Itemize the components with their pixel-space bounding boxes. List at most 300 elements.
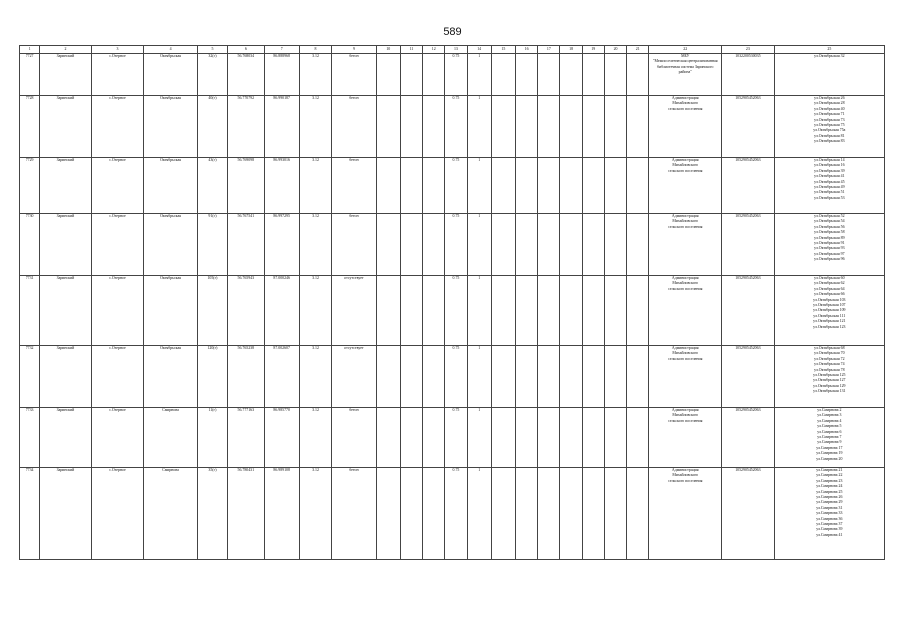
address-line: ул.Октябрьская 123 [813, 324, 846, 329]
empty-cell [604, 276, 626, 346]
empty-cell [491, 346, 515, 408]
latitude-cell: 56.777163 [228, 408, 264, 468]
empty-cell [423, 468, 445, 560]
empty-cell [423, 54, 445, 96]
address-line: ул.Смирнова 5 [817, 424, 842, 429]
ogrn-cell: 1052905452063 [722, 158, 775, 214]
latitude-cell: 56.770792 [228, 96, 264, 158]
empty-cell [560, 346, 582, 408]
address-line: ул.Октябрьская 72 [814, 356, 845, 361]
owner-line: Михайловского [672, 281, 699, 286]
volume-cell: 0.75 [445, 214, 467, 276]
empty-cell [538, 214, 560, 276]
column-number-18: 18 [560, 46, 582, 54]
empty-cell [491, 158, 515, 214]
served-addresses-cell [774, 408, 884, 468]
empty-cell [423, 408, 445, 468]
address-line: ул.Октябрьская 91 [814, 241, 845, 246]
village-cell: с.Озерное [91, 158, 144, 214]
village-cell: с.Озерное [91, 346, 144, 408]
district-cell: Заринский [40, 408, 92, 468]
address-line: ул.Октябрьская 74 [814, 362, 845, 367]
table-row [20, 468, 885, 560]
owner-cell [649, 346, 722, 408]
table-row [20, 96, 885, 158]
longitude-cell: 86.993016 [264, 158, 299, 214]
empty-cell [400, 408, 422, 468]
address-line: ул.Смирнова 33 [816, 511, 843, 516]
empty-cell [516, 346, 538, 408]
served-addresses-cell [774, 276, 884, 346]
address-line: ул.Октябрьская 83 [814, 139, 845, 144]
column-number-15: 15 [491, 46, 515, 54]
owner-line: сельского поселения [668, 106, 703, 111]
address-line: ул.Смирнова 26 [816, 495, 843, 500]
volume-cell: 0.75 [445, 468, 467, 560]
area-cell: 3.12 [299, 214, 331, 276]
empty-cell [582, 408, 604, 468]
district-cell: Заринский [40, 96, 92, 158]
street-cell: Октябрьская [144, 214, 198, 276]
address-line: ул.Смирнова 23 [816, 478, 843, 483]
district-cell: Заринский [40, 276, 92, 346]
column-number-1: 1 [20, 46, 40, 54]
surface-cell: бетон [332, 54, 376, 96]
owner-cell [649, 158, 722, 214]
served-addresses-cell [774, 468, 884, 560]
street-cell: Октябрьская [144, 276, 198, 346]
address-line: ул.Октябрьская 73 [814, 117, 845, 122]
served-addresses-cell [774, 54, 884, 96]
empty-cell [538, 54, 560, 96]
address-line: ул.Октябрьская 68 [814, 346, 845, 350]
empty-cell [627, 276, 649, 346]
house-cell: 11(г) [197, 408, 227, 468]
latitude-cell: 56.780431 [228, 468, 264, 560]
empty-cell [560, 158, 582, 214]
column-number-14: 14 [467, 46, 491, 54]
empty-cell [560, 408, 582, 468]
page-number: 589 [443, 26, 462, 38]
empty-cell [400, 346, 422, 408]
empty-cell [538, 276, 560, 346]
longitude-cell: 86.985770 [264, 408, 299, 468]
empty-cell [604, 408, 626, 468]
address-line: ул.Октябрьская 51 [814, 190, 845, 195]
address-line: ул.Октябрьская 127 [813, 378, 846, 383]
village-cell: с.Озерное [91, 54, 144, 96]
surface-cell: бетон [332, 408, 376, 468]
empty-cell [491, 214, 515, 276]
owner-line: Администрация [671, 408, 699, 412]
address-line: ул.Смирнова 36 [816, 516, 843, 521]
container-count-cell: 1 [467, 96, 491, 158]
empty-cell [538, 158, 560, 214]
column-number-2: 2 [40, 46, 92, 54]
empty-cell [516, 214, 538, 276]
column-number-row [20, 46, 885, 54]
address-line: ул.Смирнова 22 [816, 473, 843, 478]
area-cell: 3.12 [299, 468, 331, 560]
empty-cell [538, 408, 560, 468]
empty-cell [423, 276, 445, 346]
row-id: 7731 [20, 276, 40, 346]
owner-line: Администрация [671, 346, 699, 350]
served-addresses-cell [774, 158, 884, 214]
street-cell: Октябрьская [144, 54, 198, 96]
empty-cell [400, 158, 422, 214]
address-line: ул.Смирнова 4 [817, 418, 842, 423]
owner-line: Администрация [671, 214, 699, 218]
street-cell: Октябрьская [144, 346, 198, 408]
table-row [20, 276, 885, 346]
served-addresses-cell [774, 214, 884, 276]
empty-cell [582, 468, 604, 560]
latitude-cell: 56.768034 [228, 54, 264, 96]
empty-cell [604, 96, 626, 158]
owner-line: сельского поселения [668, 356, 703, 361]
empty-cell [376, 346, 400, 408]
address-line: ул.Октябрьская 109 [813, 308, 846, 313]
address-line: ул.Октябрьская 103 [813, 297, 846, 302]
owner-cell [649, 276, 722, 346]
table-row [20, 346, 885, 408]
empty-cell [538, 96, 560, 158]
ogrn-cell: 1052905452063 [722, 96, 775, 158]
address-line: ул.Смирнова 25 [816, 489, 843, 494]
owner-cell [649, 54, 722, 96]
empty-cell [491, 54, 515, 96]
owner-line: Администрация [671, 158, 699, 162]
container-count-cell: 1 [467, 54, 491, 96]
owner-line: Михайловского [672, 351, 699, 356]
empty-cell [400, 214, 422, 276]
empty-cell [491, 468, 515, 560]
empty-cell [582, 276, 604, 346]
volume-cell: 0.75 [445, 408, 467, 468]
street-cell: Смирнова [144, 408, 198, 468]
address-line: ул.Октябрьская 78 [814, 367, 845, 372]
longitude-cell: 86.989108 [264, 468, 299, 560]
surface-cell: отсутствует [332, 346, 376, 408]
row-id: 7733 [20, 408, 40, 468]
empty-cell [376, 468, 400, 560]
empty-cell [560, 54, 582, 96]
table-row [20, 214, 885, 276]
address-line: ул.Октябрьская 66 [814, 292, 845, 297]
address-line: ул.Октябрьская 28 [814, 101, 845, 106]
empty-cell [423, 346, 445, 408]
empty-cell [560, 96, 582, 158]
address-line: ул.Смирнова 17 [816, 445, 843, 450]
latitude-cell: 56.769098 [228, 158, 264, 214]
empty-cell [627, 468, 649, 560]
address-line: ул.Смирнова 6 [817, 429, 842, 434]
address-line: ул.Смирнова 31 [816, 505, 843, 510]
address-line: ул.Октябрьская 89 [814, 235, 845, 240]
column-number-5: 5 [197, 46, 227, 54]
column-number-25: 25 [774, 46, 884, 54]
row-id: 7732 [20, 346, 40, 408]
address-line: ул.Октябрьская 60 [814, 276, 845, 280]
table-row [20, 158, 885, 214]
address-line: ул.Смирнова 7 [817, 435, 842, 440]
owner-line: сельского поселения [668, 286, 703, 291]
address-line: ул.Смирнова 3 [817, 413, 842, 418]
house-cell: 43(г) [197, 158, 227, 214]
container-count-cell: 1 [467, 408, 491, 468]
empty-cell [604, 214, 626, 276]
empty-cell [627, 158, 649, 214]
village-cell: с.Озерное [91, 408, 144, 468]
address-line: ул.Октябрьская 52 [814, 214, 845, 218]
empty-cell [400, 276, 422, 346]
longitude-cell: 86.888968 [264, 54, 299, 96]
owner-line: сельского поселения [668, 478, 703, 483]
empty-cell [627, 346, 649, 408]
address-line: ул.Смирнова 29 [816, 500, 843, 505]
served-addresses-cell [774, 96, 884, 158]
empty-cell [376, 408, 400, 468]
address-line: ул.Октябрьская 70 [814, 351, 845, 356]
address-line: ул.Октябрьская 81 [814, 133, 845, 138]
area-cell: 3.12 [299, 346, 331, 408]
address-line: ул.Октябрьская 40 [814, 106, 845, 111]
empty-cell [516, 158, 538, 214]
empty-cell [560, 214, 582, 276]
empty-cell [538, 346, 560, 408]
address-line: ул.Октябрьская 75а [813, 128, 846, 133]
container-count-cell: 1 [467, 346, 491, 408]
empty-cell [491, 408, 515, 468]
address-line: ул.Смирнова 41 [816, 532, 843, 537]
row-id: 7729 [20, 158, 40, 214]
village-cell: с.Озерное [91, 96, 144, 158]
owner-line: сельского поселения [668, 224, 703, 229]
address-line: ул.Октябрьская 56 [814, 224, 845, 229]
area-cell: 3.12 [299, 158, 331, 214]
district-cell: Заринский [40, 214, 92, 276]
surface-cell: бетон [332, 468, 376, 560]
village-cell: с.Озерное [91, 468, 144, 560]
area-cell: 3.12 [299, 408, 331, 468]
column-number-8: 8 [299, 46, 331, 54]
district-cell: Заринский [40, 54, 92, 96]
column-number-16: 16 [516, 46, 538, 54]
column-number-3: 3 [91, 46, 144, 54]
empty-cell [516, 276, 538, 346]
empty-cell [604, 346, 626, 408]
address-line: ул.Октябрьская 93 [814, 246, 845, 251]
waste-site-registry-table [19, 45, 885, 560]
area-cell: 3.12 [299, 96, 331, 158]
empty-cell [491, 96, 515, 158]
house-cell: 120(г) [197, 346, 227, 408]
column-number-20: 20 [604, 46, 626, 54]
owner-line: Администрация [671, 468, 699, 472]
address-line: ул.Октябрьская 107 [813, 303, 846, 308]
ogrn-cell: 1052905452063 [722, 468, 775, 560]
address-line: ул.Смирнова 9 [817, 440, 842, 445]
empty-cell [400, 54, 422, 96]
address-line: ул.Октябрьская 39 [814, 168, 845, 173]
empty-cell [423, 214, 445, 276]
owner-line: сельского поселения [668, 168, 703, 173]
container-count-cell: 1 [467, 158, 491, 214]
address-line: ул.Октябрьская 125 [813, 373, 846, 378]
address-line: ул.Октябрьская 58 [814, 230, 845, 235]
address-line: ул.Октябрьская 97 [814, 251, 845, 256]
owner-line: сельского поселения [668, 418, 703, 423]
address-line: ул.Смирнова 19 [816, 451, 843, 456]
row-id: 7730 [20, 214, 40, 276]
empty-cell [516, 96, 538, 158]
empty-cell [627, 214, 649, 276]
village-cell: с.Озерное [91, 214, 144, 276]
ogrn-cell: 1052905452063 [722, 408, 775, 468]
district-cell: Заринский [40, 468, 92, 560]
owner-cell [649, 408, 722, 468]
table-row [20, 408, 885, 468]
owner-line: "Межпоселенческая централизованная библиотечная система Заринского района" [652, 59, 718, 75]
table-row [20, 54, 885, 96]
address-line: ул.Октябрьская 75 [814, 123, 845, 128]
column-number-7: 7 [264, 46, 299, 54]
longitude-cell: 86.990187 [264, 96, 299, 158]
area-cell: 3.12 [299, 54, 331, 96]
house-cell: 105(г) [197, 276, 227, 346]
owner-line: Михайловского [672, 473, 699, 478]
owner-line: Администрация [671, 276, 699, 280]
address-line: ул.Смирнова 24 [816, 484, 843, 489]
empty-cell [627, 96, 649, 158]
row-id: 7727 [20, 54, 40, 96]
address-line: ул.Октябрьская 96 [814, 257, 845, 262]
container-count-cell: 1 [467, 214, 491, 276]
container-count-cell: 1 [467, 276, 491, 346]
ogrn-cell: 1052905452063 [722, 346, 775, 408]
empty-cell [400, 96, 422, 158]
column-number-11: 11 [400, 46, 422, 54]
column-number-21: 21 [627, 46, 649, 54]
house-cell: 35(г) [197, 468, 227, 560]
address-line: ул.Октябрьская 26 [814, 96, 845, 100]
owner-line: МБУ [681, 54, 690, 58]
empty-cell [423, 158, 445, 214]
empty-cell [376, 96, 400, 158]
row-id: 7728 [20, 96, 40, 158]
empty-cell [376, 214, 400, 276]
district-cell: Заринский [40, 158, 92, 214]
volume-cell: 0.75 [445, 54, 467, 96]
surface-cell: бетон [332, 158, 376, 214]
column-number-10: 10 [376, 46, 400, 54]
empty-cell [582, 54, 604, 96]
village-cell: с.Озерное [91, 276, 144, 346]
house-cell: 91(г) [197, 214, 227, 276]
empty-cell [582, 96, 604, 158]
empty-cell [560, 276, 582, 346]
address-line: ул.Октябрьская 41 [814, 174, 845, 179]
ogrn-cell: 1032200530035 [722, 54, 775, 96]
empty-cell [582, 346, 604, 408]
empty-cell [560, 468, 582, 560]
column-number-19: 19 [582, 46, 604, 54]
owner-line: Михайловского [672, 163, 699, 168]
container-count-cell: 1 [467, 468, 491, 560]
row-id: 7734 [20, 468, 40, 560]
address-line: ул.Смирнова 2 [817, 408, 842, 412]
street-cell: Смирнова [144, 468, 198, 560]
latitude-cell: 56.765943 [228, 276, 264, 346]
empty-cell [400, 468, 422, 560]
street-cell: Октябрьская [144, 158, 198, 214]
volume-cell: 0.75 [445, 346, 467, 408]
empty-cell [491, 276, 515, 346]
empty-cell [516, 54, 538, 96]
owner-line: Михайловского [672, 219, 699, 224]
surface-cell: отсутствует [332, 276, 376, 346]
longitude-cell: 87.002607 [264, 346, 299, 408]
address-line: ул.Октябрьская 14 [814, 158, 845, 162]
address-line: ул.Октябрьская 49 [814, 185, 845, 190]
ogrn-cell: 1052905452063 [722, 214, 775, 276]
latitude-cell: 56.767541 [228, 214, 264, 276]
owner-line: Администрация [671, 96, 699, 100]
latitude-cell: 56.765238 [228, 346, 264, 408]
address-line: ул.Октябрьская 53 [814, 195, 845, 200]
empty-cell [604, 54, 626, 96]
volume-cell: 0.75 [445, 96, 467, 158]
owner-line: Михайловского [672, 413, 699, 418]
empty-cell [376, 158, 400, 214]
column-number-4: 4 [144, 46, 198, 54]
address-line: ул.Октябрьская 62 [814, 281, 845, 286]
surface-cell: бетон [332, 214, 376, 276]
empty-cell [423, 96, 445, 158]
volume-cell: 0.75 [445, 158, 467, 214]
column-number-13: 13 [445, 46, 467, 54]
address-line: ул.Октябрьская 45 [814, 179, 845, 184]
empty-cell [582, 214, 604, 276]
longitude-cell: 86.997295 [264, 214, 299, 276]
longitude-cell: 87.000246 [264, 276, 299, 346]
surface-cell: бетон [332, 96, 376, 158]
empty-cell [516, 408, 538, 468]
empty-cell [376, 54, 400, 96]
owner-cell [649, 96, 722, 158]
empty-cell [627, 54, 649, 96]
empty-cell [538, 468, 560, 560]
address-line: ул.Октябрьская 111 [813, 313, 846, 318]
address-line: ул.Смирнова 39 [816, 527, 843, 532]
column-number-12: 12 [423, 46, 445, 54]
address-line: ул.Октябрьская 16 [814, 163, 845, 168]
empty-cell [604, 158, 626, 214]
address-line: ул.Октябрьская 71 [814, 112, 845, 117]
address-line: ул.Смирнова 21 [816, 468, 843, 472]
empty-cell [582, 158, 604, 214]
column-number-22: 22 [649, 46, 722, 54]
empty-cell [627, 408, 649, 468]
address-line: ул.Октябрьская 32 [814, 54, 845, 58]
house-cell: 40(г) [197, 96, 227, 158]
address-line: ул.Октябрьская 121 [813, 319, 846, 324]
house-cell: 32(г) [197, 54, 227, 96]
ogrn-cell: 1052905452063 [722, 276, 775, 346]
empty-cell [516, 468, 538, 560]
empty-cell [604, 468, 626, 560]
